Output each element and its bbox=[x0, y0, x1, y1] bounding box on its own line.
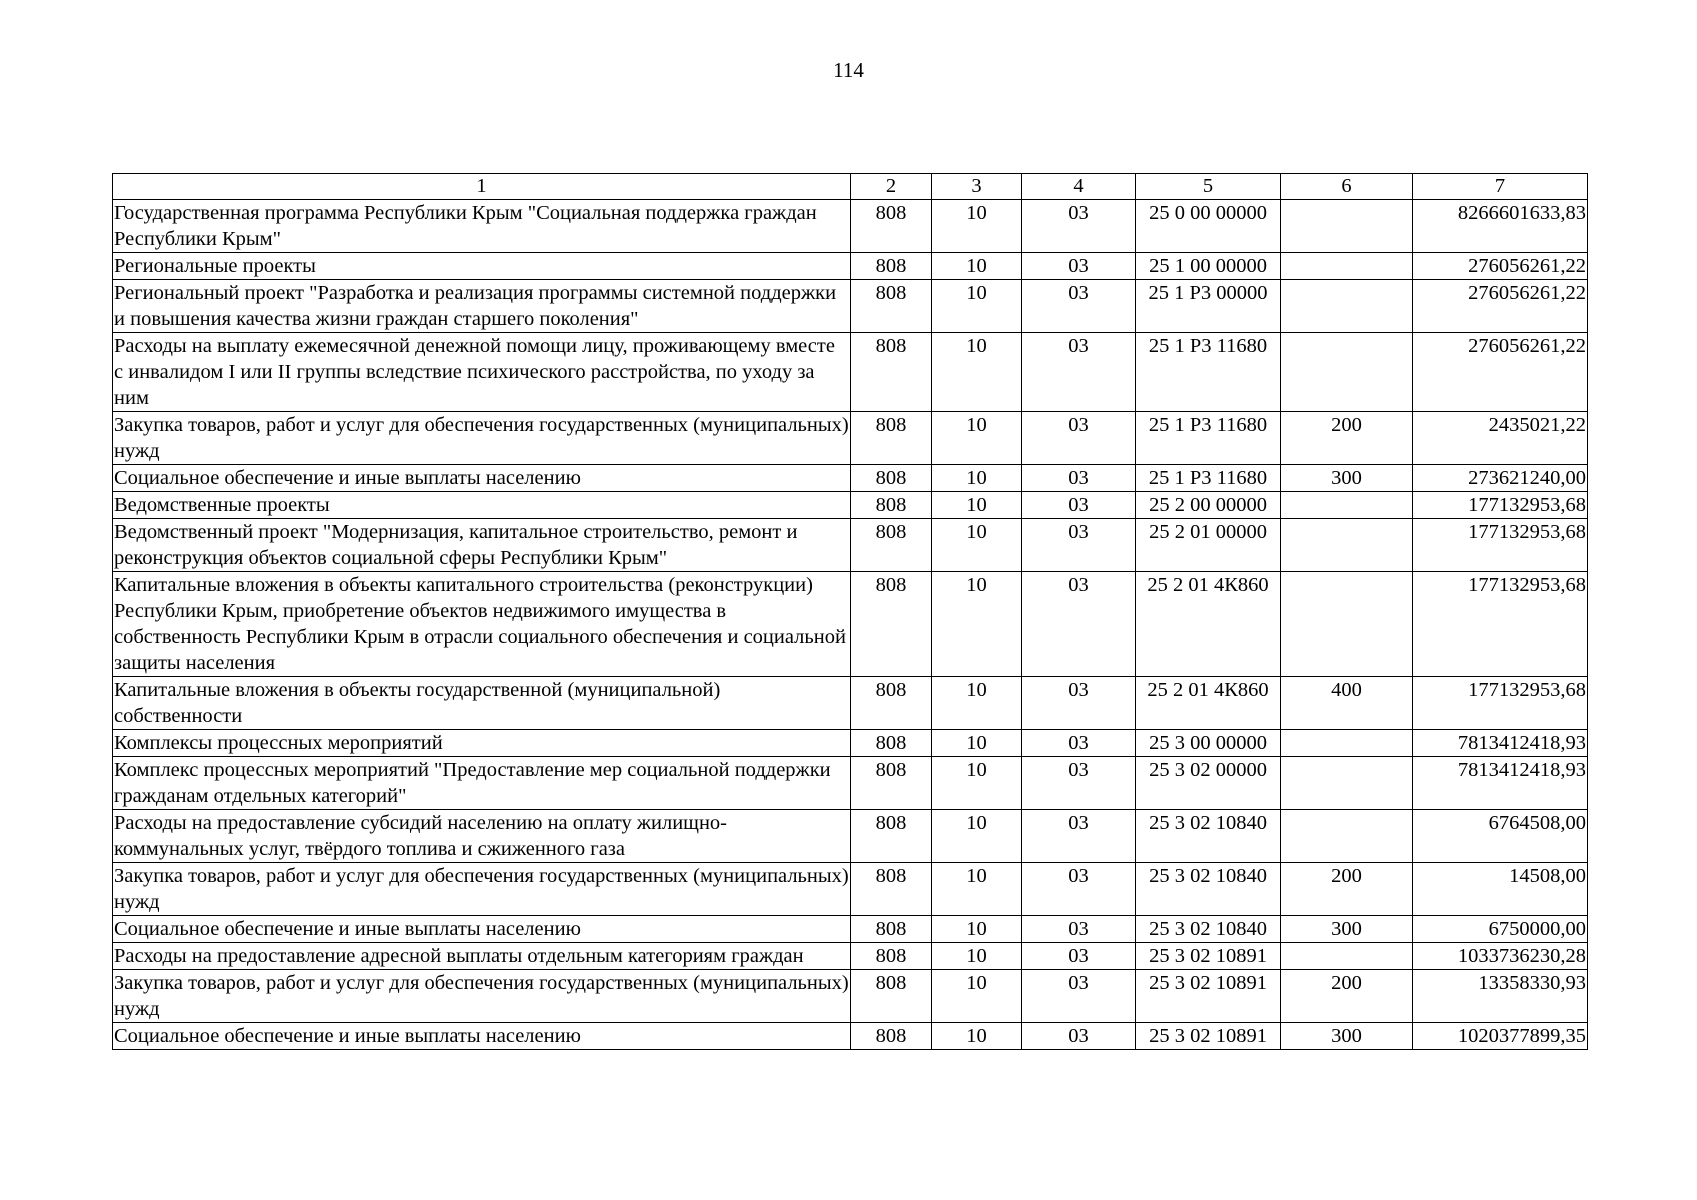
table-row bbox=[113, 1023, 1588, 1050]
cell-col-4: 03 bbox=[1022, 492, 1136, 519]
cell-col-3: 10 bbox=[932, 970, 1022, 1023]
cell-col-7: 177132953,68 bbox=[1413, 572, 1588, 677]
cell-col-6 bbox=[1281, 492, 1413, 519]
cell-col-4: 03 bbox=[1022, 465, 1136, 492]
cell-col-3: 10 bbox=[932, 465, 1022, 492]
cell-col-2: 808 bbox=[851, 863, 932, 916]
cell-col-5: 25 3 02 10891 bbox=[1136, 970, 1281, 1023]
cell-name: Социальное обеспечение и иные выплаты населению bbox=[113, 916, 851, 943]
cell-col-7: 177132953,68 bbox=[1413, 677, 1588, 730]
cell-name: Ведомственный проект "Модернизация, капитальное строительство, ремонт и реконструкция объектов социальной сферы Республики Крым" bbox=[113, 519, 851, 572]
cell-col-5: 25 1 00 00000 bbox=[1136, 253, 1281, 280]
cell-name: Закупка товаров, работ и услуг для обеспечения государственных (муниципальных) нужд bbox=[113, 412, 851, 465]
cell-name: Расходы на предоставление адресной выплаты отдельным категориям граждан bbox=[113, 943, 851, 970]
cell-col-5: 25 3 02 10840 bbox=[1136, 810, 1281, 863]
cell-col-6 bbox=[1281, 943, 1413, 970]
cell-col-6: 300 bbox=[1281, 465, 1413, 492]
cell-col-6: 300 bbox=[1281, 916, 1413, 943]
cell-col-3: 10 bbox=[932, 943, 1022, 970]
cell-col-7: 13358330,93 bbox=[1413, 970, 1588, 1023]
cell-col-3: 10 bbox=[932, 280, 1022, 333]
cell-col-5: 25 1 P3 11680 bbox=[1136, 465, 1281, 492]
cell-col-2: 808 bbox=[851, 333, 932, 412]
cell-col-4: 03 bbox=[1022, 1023, 1136, 1050]
cell-col-4: 03 bbox=[1022, 519, 1136, 572]
cell-col-2: 808 bbox=[851, 1023, 932, 1050]
cell-col-6 bbox=[1281, 200, 1413, 253]
cell-col-7: 2435021,22 bbox=[1413, 412, 1588, 465]
table-row bbox=[113, 970, 1588, 1023]
cell-col-6: 200 bbox=[1281, 412, 1413, 465]
cell-col-6: 400 bbox=[1281, 677, 1413, 730]
cell-col-2: 808 bbox=[851, 970, 932, 1023]
cell-name: Государственная программа Республики Крым "Социальная поддержка граждан Республики Крым" bbox=[113, 200, 851, 253]
cell-col-2: 808 bbox=[851, 730, 932, 757]
cell-name: Региональные проекты bbox=[113, 253, 851, 280]
cell-col-4: 03 bbox=[1022, 916, 1136, 943]
cell-col-6: 200 bbox=[1281, 970, 1413, 1023]
cell-col-7: 7813412418,93 bbox=[1413, 730, 1588, 757]
cell-col-5: 25 1 P3 11680 bbox=[1136, 333, 1281, 412]
cell-col-4: 03 bbox=[1022, 253, 1136, 280]
cell-col-3: 10 bbox=[932, 863, 1022, 916]
cell-col-2: 808 bbox=[851, 280, 932, 333]
cell-col-4: 03 bbox=[1022, 757, 1136, 810]
header-col-2: 2 bbox=[851, 174, 932, 200]
table-row bbox=[113, 280, 1588, 333]
cell-col-4: 03 bbox=[1022, 730, 1136, 757]
cell-col-7: 6764508,00 bbox=[1413, 810, 1588, 863]
cell-col-4: 03 bbox=[1022, 200, 1136, 253]
header-col-5: 5 bbox=[1136, 174, 1281, 200]
table-row bbox=[113, 333, 1588, 412]
cell-col-6 bbox=[1281, 519, 1413, 572]
cell-name: Ведомственные проекты bbox=[113, 492, 851, 519]
cell-col-4: 03 bbox=[1022, 863, 1136, 916]
cell-col-3: 10 bbox=[932, 810, 1022, 863]
cell-col-7: 8266601633,83 bbox=[1413, 200, 1588, 253]
cell-col-2: 808 bbox=[851, 757, 932, 810]
header-col-6: 6 bbox=[1281, 174, 1413, 200]
cell-col-2: 808 bbox=[851, 253, 932, 280]
table-row bbox=[113, 253, 1588, 280]
table-row bbox=[113, 810, 1588, 863]
cell-col-3: 10 bbox=[932, 677, 1022, 730]
cell-col-5: 25 0 00 00000 bbox=[1136, 200, 1281, 253]
page-number: 114 bbox=[833, 58, 864, 82]
header-col-7: 7 bbox=[1413, 174, 1588, 200]
cell-col-4: 03 bbox=[1022, 810, 1136, 863]
cell-name: Закупка товаров, работ и услуг для обеспечения государственных (муниципальных) нужд bbox=[113, 970, 851, 1023]
table-row bbox=[113, 863, 1588, 916]
cell-col-7: 1033736230,28 bbox=[1413, 943, 1588, 970]
cell-col-4: 03 bbox=[1022, 677, 1136, 730]
cell-name: Социальное обеспечение и иные выплаты населению bbox=[113, 465, 851, 492]
table-row bbox=[113, 492, 1588, 519]
cell-col-3: 10 bbox=[932, 253, 1022, 280]
cell-col-5: 25 2 00 00000 bbox=[1136, 492, 1281, 519]
header-col-3: 3 bbox=[932, 174, 1022, 200]
cell-col-4: 03 bbox=[1022, 572, 1136, 677]
cell-col-2: 808 bbox=[851, 465, 932, 492]
cell-col-4: 03 bbox=[1022, 412, 1136, 465]
cell-col-5: 25 3 02 10891 bbox=[1136, 1023, 1281, 1050]
cell-col-7: 177132953,68 bbox=[1413, 519, 1588, 572]
table-row bbox=[113, 916, 1588, 943]
cell-col-7: 276056261,22 bbox=[1413, 253, 1588, 280]
cell-col-3: 10 bbox=[932, 916, 1022, 943]
table-row bbox=[113, 757, 1588, 810]
cell-name: Расходы на выплату ежемесячной денежной помощи лицу, проживающему вместе с инвалидом I или II группы вследствие психического расстройства, по уходу за ним bbox=[113, 333, 851, 412]
cell-col-2: 808 bbox=[851, 810, 932, 863]
cell-name: Социальное обеспечение и иные выплаты населению bbox=[113, 1023, 851, 1050]
table-row bbox=[113, 200, 1588, 253]
cell-col-6: 200 bbox=[1281, 863, 1413, 916]
cell-col-4: 03 bbox=[1022, 970, 1136, 1023]
cell-col-2: 808 bbox=[851, 412, 932, 465]
cell-col-2: 808 bbox=[851, 943, 932, 970]
cell-col-2: 808 bbox=[851, 572, 932, 677]
cell-col-2: 808 bbox=[851, 200, 932, 253]
table-row bbox=[113, 519, 1588, 572]
cell-col-6 bbox=[1281, 280, 1413, 333]
cell-col-6 bbox=[1281, 730, 1413, 757]
cell-col-4: 03 bbox=[1022, 280, 1136, 333]
cell-col-3: 10 bbox=[932, 730, 1022, 757]
cell-col-5: 25 3 00 00000 bbox=[1136, 730, 1281, 757]
cell-name: Закупка товаров, работ и услуг для обеспечения государственных (муниципальных) нужд bbox=[113, 863, 851, 916]
cell-name: Комплексы процессных мероприятий bbox=[113, 730, 851, 757]
header-col-4: 4 bbox=[1022, 174, 1136, 200]
table-row bbox=[113, 412, 1588, 465]
cell-col-5: 25 3 02 10891 bbox=[1136, 943, 1281, 970]
cell-col-7: 276056261,22 bbox=[1413, 333, 1588, 412]
cell-col-7: 1020377899,35 bbox=[1413, 1023, 1588, 1050]
cell-name: Расходы на предоставление субсидий населению на оплату жилищно-коммунальных услуг, твёрдого топлива и сжиженного газа bbox=[113, 810, 851, 863]
cell-col-7: 6750000,00 bbox=[1413, 916, 1588, 943]
cell-col-5: 25 1 P3 11680 bbox=[1136, 412, 1281, 465]
header-row bbox=[113, 174, 1588, 200]
table-row bbox=[113, 572, 1588, 677]
cell-col-7: 177132953,68 bbox=[1413, 492, 1588, 519]
budget-table bbox=[112, 173, 1588, 1050]
cell-col-2: 808 bbox=[851, 492, 932, 519]
cell-name: Капитальные вложения в объекты государственной (муниципальной) собственности bbox=[113, 677, 851, 730]
cell-col-5: 25 2 01 00000 bbox=[1136, 519, 1281, 572]
cell-col-3: 10 bbox=[932, 492, 1022, 519]
cell-col-6 bbox=[1281, 810, 1413, 863]
cell-col-7: 7813412418,93 bbox=[1413, 757, 1588, 810]
cell-col-6 bbox=[1281, 333, 1413, 412]
cell-col-5: 25 1 P3 00000 bbox=[1136, 280, 1281, 333]
cell-col-3: 10 bbox=[932, 519, 1022, 572]
cell-col-7: 273621240,00 bbox=[1413, 465, 1588, 492]
table-row bbox=[113, 943, 1588, 970]
cell-col-3: 10 bbox=[932, 412, 1022, 465]
cell-col-7: 276056261,22 bbox=[1413, 280, 1588, 333]
cell-col-2: 808 bbox=[851, 677, 932, 730]
cell-col-7: 14508,00 bbox=[1413, 863, 1588, 916]
cell-col-2: 808 bbox=[851, 916, 932, 943]
cell-col-2: 808 bbox=[851, 519, 932, 572]
cell-name: Капитальные вложения в объекты капитального строительства (реконструкции) Республики Крым, приобретение объектов недвижимого имущества в собственность Республики Крым в отрасли социального обеспечения и социальной защиты населения bbox=[113, 572, 851, 677]
table-row bbox=[113, 465, 1588, 492]
cell-col-6: 300 bbox=[1281, 1023, 1413, 1050]
cell-col-5: 25 2 01 4К860 bbox=[1136, 677, 1281, 730]
cell-col-3: 10 bbox=[932, 333, 1022, 412]
cell-col-3: 10 bbox=[932, 572, 1022, 677]
cell-col-5: 25 3 02 00000 bbox=[1136, 757, 1281, 810]
cell-name: Комплекс процессных мероприятий "Предоставление мер социальной поддержки гражданам отдельных категорий" bbox=[113, 757, 851, 810]
cell-col-3: 10 bbox=[932, 200, 1022, 253]
cell-col-6 bbox=[1281, 572, 1413, 677]
table-body bbox=[113, 200, 1588, 1050]
cell-col-6 bbox=[1281, 253, 1413, 280]
cell-col-4: 03 bbox=[1022, 333, 1136, 412]
cell-col-5: 25 3 02 10840 bbox=[1136, 863, 1281, 916]
table-row bbox=[113, 730, 1588, 757]
header-col-1: 1 bbox=[113, 174, 851, 200]
cell-col-4: 03 bbox=[1022, 943, 1136, 970]
cell-col-3: 10 bbox=[932, 1023, 1022, 1050]
table-row bbox=[113, 677, 1588, 730]
cell-col-6 bbox=[1281, 757, 1413, 810]
cell-name: Региональный проект "Разработка и реализация программы системной поддержки и повышения качества жизни граждан старшего поколения" bbox=[113, 280, 851, 333]
cell-col-3: 10 bbox=[932, 757, 1022, 810]
cell-col-5: 25 3 02 10840 bbox=[1136, 916, 1281, 943]
cell-col-5: 25 2 01 4К860 bbox=[1136, 572, 1281, 677]
